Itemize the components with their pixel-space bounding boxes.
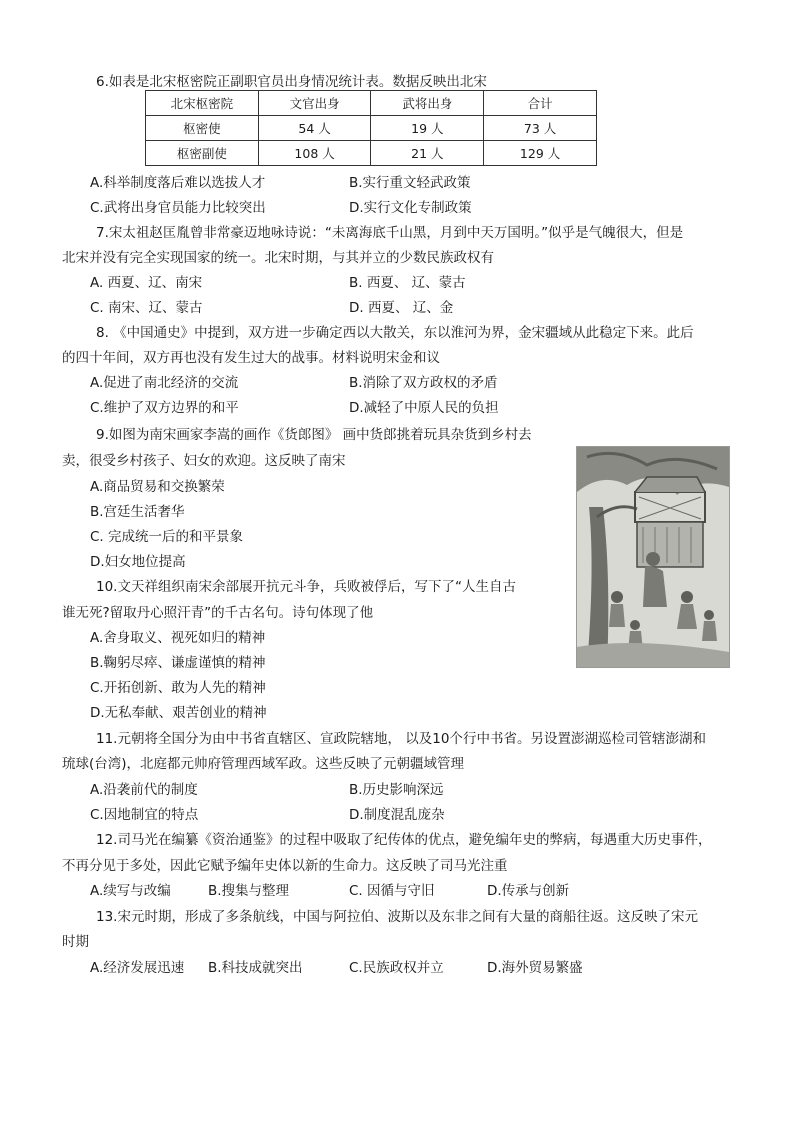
q12-option-c: C. 因循与守旧	[349, 883, 435, 899]
q13-stem-line2: 时期	[62, 934, 89, 950]
q12-option-d: D.传承与创新	[487, 883, 570, 899]
q13-option-d: D.海外贸易繁盛	[487, 960, 583, 976]
q7-option-c: C. 南宋、辽、蒙古	[90, 300, 203, 316]
q9-stem-line1: 9.如图为南宋画家李嵩的画作《货郎图》 画中货郎挑着玩具杂货到乡村去	[96, 427, 532, 443]
table-header-cell: 北宋枢密院	[146, 91, 259, 116]
q8-stem-line1: 8. 《中国通史》中提到，双方进一步确定西以大散关，东以淮河为界，金宋疆域从此稳定下来。此后	[96, 325, 694, 341]
q11-stem-line1: 11.元朝将全国分为由中书省直辖区、宣政院辖地， 以及10个行中书省。另设置澎湖巡检司管辖澎湖和	[96, 731, 706, 747]
painting-illustration	[577, 447, 729, 667]
q7-option-b: B. 西夏、 辽、蒙古	[349, 275, 466, 291]
q9-option-a: A.商品贸易和交换繁荣	[90, 479, 225, 495]
q11-stem-line2: 琉球(台湾)，北庭都元帅府管理西域军政。这些反映了元朝疆域管理	[62, 756, 465, 772]
q6-option-a: A.科举制度落后难以选拔人才	[90, 175, 266, 191]
q8-option-c: C.维护了双方边界的和平	[90, 400, 239, 416]
q6-option-d: D.实行文化专制政策	[349, 200, 472, 216]
q13-option-c: C.民族政权并立	[349, 960, 444, 976]
q11-option-d: D.制度混乱庞杂	[349, 807, 445, 823]
q10-stem-line2: 谁无死?留取丹心照汗青”的千古名句。诗句体现了他	[62, 605, 374, 621]
q6-stem: 6.如表是北宋枢密院正副职官员出身情况统计表。数据反映出北宋	[96, 74, 487, 90]
q10-option-b: B.鞠躬尽瘁、谦虚谨慎的精神	[90, 655, 266, 671]
q10-option-a: A.舍身取义、视死如归的精神	[90, 630, 266, 646]
q11-option-c: C.因地制宜的特点	[90, 807, 199, 823]
q6-option-b: B.实行重文轻武政策	[349, 175, 471, 191]
q9-option-c: C. 完成统一后的和平景象	[90, 529, 244, 545]
q7-option-d: D. 西夏、 辽、金	[349, 300, 454, 316]
q12-option-a: A.续写与改编	[90, 883, 171, 899]
table-cell: 枢密副使	[146, 141, 259, 166]
q8-option-b: B.消除了双方政权的矛盾	[349, 375, 498, 391]
q9-option-d: D.妇女地位提高	[90, 554, 186, 570]
q12-option-b: B.搜集与整理	[208, 883, 290, 899]
table-header-row	[146, 91, 597, 116]
huolang-painting-image	[576, 446, 730, 668]
table-header-cell: 文官出身	[258, 91, 371, 116]
q7-stem-line1: 7.宋太祖赵匡胤曾非常豪迈地咏诗说：“未离海底千山黑，月到中天万国明。”似乎是气魄很大，但是	[96, 225, 684, 241]
q7-stem-line2: 北宋并没有完全实现国家的统一。北宋时期，与其并立的少数民族政权有	[62, 250, 494, 266]
q6-option-c: C.武将出身官员能力比较突出	[90, 200, 266, 216]
q11-option-b: B.历史影响深远	[349, 782, 444, 798]
q12-stem-line2: 不再分见于多处，因此它赋予编年史体以新的生命力。这反映了司马光注重	[62, 858, 508, 874]
q9-stem-line2: 卖，很受乡村孩子、妇女的欢迎。这反映了南宋	[62, 453, 346, 469]
table-row	[146, 141, 597, 166]
q10-stem-line1: 10.文天祥组织南宋余部展开抗元斗争，兵败被俘后，写下了“人生自古	[96, 579, 516, 595]
q11-option-a: A.沿袭前代的制度	[90, 782, 198, 798]
q8-option-d: D.减轻了中原人民的负担	[349, 400, 499, 416]
q13-option-b: B.科技成就突出	[208, 960, 303, 976]
q8-stem-line2: 的四十年间，双方再也没有发生过大的战事。材料说明宋金和议	[62, 350, 440, 366]
q8-option-a: A.促进了南北经济的交流	[90, 375, 239, 391]
q6-stats-table	[145, 90, 597, 166]
q10-option-c: C.开拓创新、敢为人先的精神	[90, 680, 266, 696]
table-row	[146, 116, 597, 141]
q12-stem-line1: 12.司马光在编纂《资治通鉴》的过程中吸取了纪传体的优点，避免编年史的弊病，每遇重大历史事件，	[96, 832, 712, 848]
table-cell: 21 人	[371, 141, 484, 166]
q13-option-a: A.经济发展迅速	[90, 960, 185, 976]
table-cell: 枢密使	[146, 116, 259, 141]
table-cell: 73 人	[484, 116, 597, 141]
table-header-cell: 合计	[484, 91, 597, 116]
q10-option-d: D.无私奉献、艰苦创业的精神	[90, 705, 267, 721]
table-cell: 108 人	[258, 141, 371, 166]
q7-option-a: A. 西夏、辽、南宋	[90, 275, 203, 291]
q13-stem-line1: 13.宋元时期，形成了多条航线，中国与阿拉伯、波斯以及东非之间有大量的商船往返。这反映了宋元	[96, 909, 698, 925]
table-cell: 129 人	[484, 141, 597, 166]
q9-option-b: B.宫廷生活奢华	[90, 504, 185, 520]
table-header-cell: 武将出身	[371, 91, 484, 116]
table-cell: 19 人	[371, 116, 484, 141]
table-cell: 54 人	[258, 116, 371, 141]
